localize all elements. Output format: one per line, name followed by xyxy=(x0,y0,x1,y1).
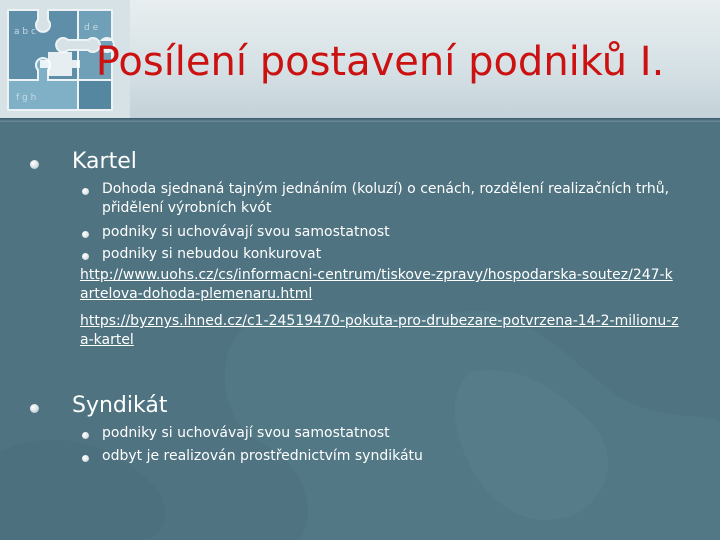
reference-link[interactable]: http://www.uohs.cz/cs/informacni-centrum/tiskove-zpravy/hospodarska-soutez/247-kartelova-dohoda-plemenaru.html xyxy=(80,267,673,302)
slide-body xyxy=(0,122,720,540)
svg-text:f g h: f g h xyxy=(16,93,37,103)
bullet-icon xyxy=(82,231,89,238)
list-item: odbyt je realizován prostřednictvím syndikátu xyxy=(102,448,423,464)
svg-text:a b c: a b c xyxy=(14,27,36,37)
bullet-icon xyxy=(82,188,89,195)
list-item: podniky si uchovávají svou samostatnost xyxy=(102,425,390,441)
bullet-icon xyxy=(82,432,89,439)
bullet-icon xyxy=(82,455,89,462)
reference-link[interactable]: https://byznys.ihned.cz/c1-24519470-pokuta-pro-drubezare-potvrzena-14-2-milionu-za-kartel xyxy=(80,313,679,348)
bullet-icon xyxy=(82,253,89,260)
list-item: podniky si uchovávají svou samostatnost xyxy=(102,224,390,240)
section-heading-syndikat: Syndikát xyxy=(72,393,168,418)
section-heading-kartel: Kartel xyxy=(72,149,137,174)
list-item: podniky si nebudou konkurovat xyxy=(102,246,322,262)
bullet-icon xyxy=(30,404,39,413)
slide-title: Posílení postavení podniků I. xyxy=(95,39,665,85)
title-band xyxy=(0,0,720,118)
bullet-icon xyxy=(30,160,39,169)
list-item: Dohoda sjednaná tajným jednáním (koluzí) o cenách, rozdělení realizačních trhů, přidělení výrobních kvót xyxy=(102,181,670,216)
svg-text:d e: d e xyxy=(84,23,99,33)
